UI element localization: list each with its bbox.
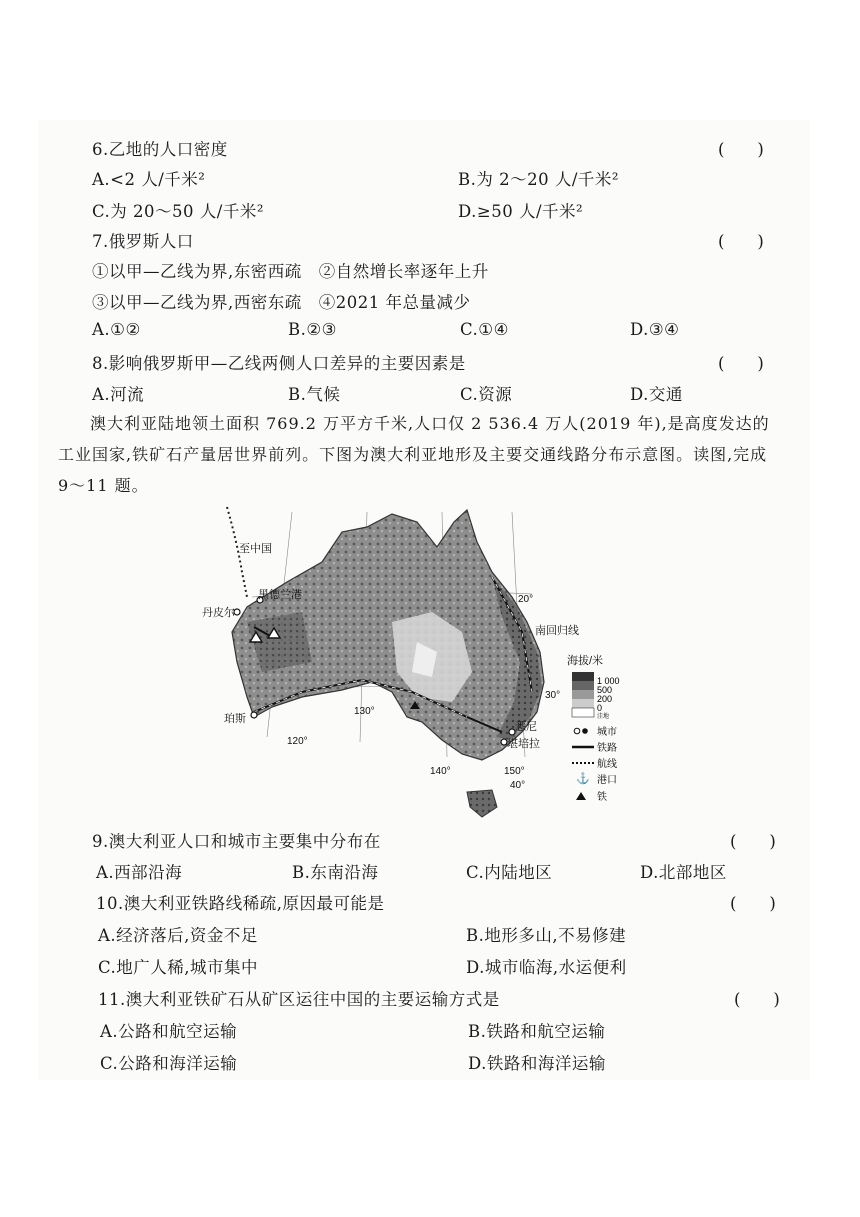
q8-option-c: C.资源 <box>460 385 513 404</box>
map-label-to-china: 至中国 <box>239 543 272 555</box>
map-label-dampier: 丹皮尔 <box>202 607 235 619</box>
map-label-lon120: 120° <box>287 736 308 747</box>
q9-option-a: A.西部沿海 <box>96 863 183 882</box>
legend-port: 港口 <box>597 775 617 786</box>
map-label-lat40: 40° <box>510 780 526 791</box>
map-label-tropic: 南回归线 <box>535 625 579 637</box>
q7-option-a: A.①② <box>92 320 141 339</box>
q8-answer-paren: ( ) <box>718 354 764 373</box>
q7-stem: 7.俄罗斯人口 <box>92 232 194 251</box>
legend-rail: 铁路 <box>597 743 617 754</box>
map-label-lat20: 20° <box>518 594 534 605</box>
q11-option-c: C.公路和海洋运输 <box>100 1054 238 1073</box>
anchor-icon: ⚓ <box>576 773 590 785</box>
q9-option-d: D.北部地区 <box>640 863 727 882</box>
q11-option-d: D.铁路和海洋运输 <box>468 1054 606 1073</box>
q7-option-c: C.①④ <box>460 320 509 339</box>
map-label-lon130: 130° <box>354 706 375 717</box>
q7-statements-2: ③以甲—乙线为界,西密东疏 ④2021 年总量减少 <box>92 293 471 312</box>
q11-option-b: B.铁路和航空运输 <box>468 1022 606 1041</box>
map-label-perth: 珀斯 <box>224 713 246 725</box>
q11-stem: 11.澳大利亚铁矿石从矿区运往中国的主要运输方式是 <box>98 990 500 1009</box>
q6-stem: 6.乙地的人口密度 <box>92 140 228 159</box>
legend-1000: 1 000 <box>597 676 620 686</box>
legend-city: 城市 <box>597 727 617 738</box>
q8-stem: 8.影响俄罗斯甲—乙线两侧人口差异的主要因素是 <box>92 354 466 373</box>
q9-stem: 9.澳大利亚人口和城市主要集中分布在 <box>92 832 381 851</box>
q10-stem: 10.澳大利亚铁路线稀疏,原因最可能是 <box>96 894 385 913</box>
q6-option-b: B.为 2～20 人/千米² <box>458 170 620 189</box>
q10-option-b: B.地形多山,不易修建 <box>466 926 627 945</box>
q8-option-b: B.气候 <box>288 385 341 404</box>
legend-low: 洼地 <box>597 714 610 720</box>
passage-text <box>58 408 778 501</box>
q10-option-d: D.城市临海,水运便利 <box>466 958 627 977</box>
map-label-lon150: 150° <box>504 766 525 777</box>
legend-200: 200 <box>597 694 613 704</box>
legend-title: 海拔/米 <box>567 655 604 667</box>
map-label-port-hedland: 黑德兰港 <box>258 589 302 601</box>
legend-route: 航线 <box>597 759 617 770</box>
q10-option-c: C.地广人稀,城市集中 <box>98 958 259 977</box>
q7-option-d: D.③④ <box>630 320 680 339</box>
city-icon <box>582 728 588 734</box>
q9-option-b: B.东南沿海 <box>292 863 379 882</box>
map-label-lon140: 140° <box>430 766 451 777</box>
q11-option-a: A.公路和航空运输 <box>100 1022 238 1041</box>
q9-answer-paren: ( ) <box>730 832 776 851</box>
passage-body: 澳大利亚陆地领土面积 769.2 万平方千米,人口仅 2 536.4 万人(2019 年),是高度发达的工业国家,铁矿石产量居世界前列。下图为澳大利亚地形及主要交通线路分布示意图。读图,完成 9～11 题。 <box>58 414 770 495</box>
q6-option-d: D.≥50 人/千米² <box>458 202 584 221</box>
q7-statements-1: ①以甲—乙线为界,东密西疏 ②自然增长率逐年上升 <box>92 262 489 281</box>
q6-option-a: A.<2 人/千米² <box>92 170 206 189</box>
australia-map <box>192 502 642 822</box>
map-label-sydney: 悉尼 <box>515 721 537 733</box>
q6-option-c: C.为 20～50 人/千米² <box>92 202 264 221</box>
q8-option-d: D.交通 <box>630 385 683 404</box>
legend-500: 500 <box>597 685 613 695</box>
q10-answer-paren: ( ) <box>730 894 776 913</box>
q6-answer-paren: ( ) <box>718 140 764 159</box>
q8-option-a: A.河流 <box>92 385 145 404</box>
q11-answer-paren: ( ) <box>734 990 780 1009</box>
legend-0: 0 <box>597 703 603 713</box>
map-label-canberra: 堪培拉 <box>507 738 540 750</box>
legend-iron: 铁 <box>597 792 607 803</box>
q9-option-c: C.内陆地区 <box>466 863 553 882</box>
q7-option-b: B.②③ <box>288 320 337 339</box>
q7-answer-paren: ( ) <box>718 232 764 251</box>
q10-option-a: A.经济落后,资金不足 <box>98 926 258 945</box>
map-label-lat30: 30° <box>545 690 561 701</box>
